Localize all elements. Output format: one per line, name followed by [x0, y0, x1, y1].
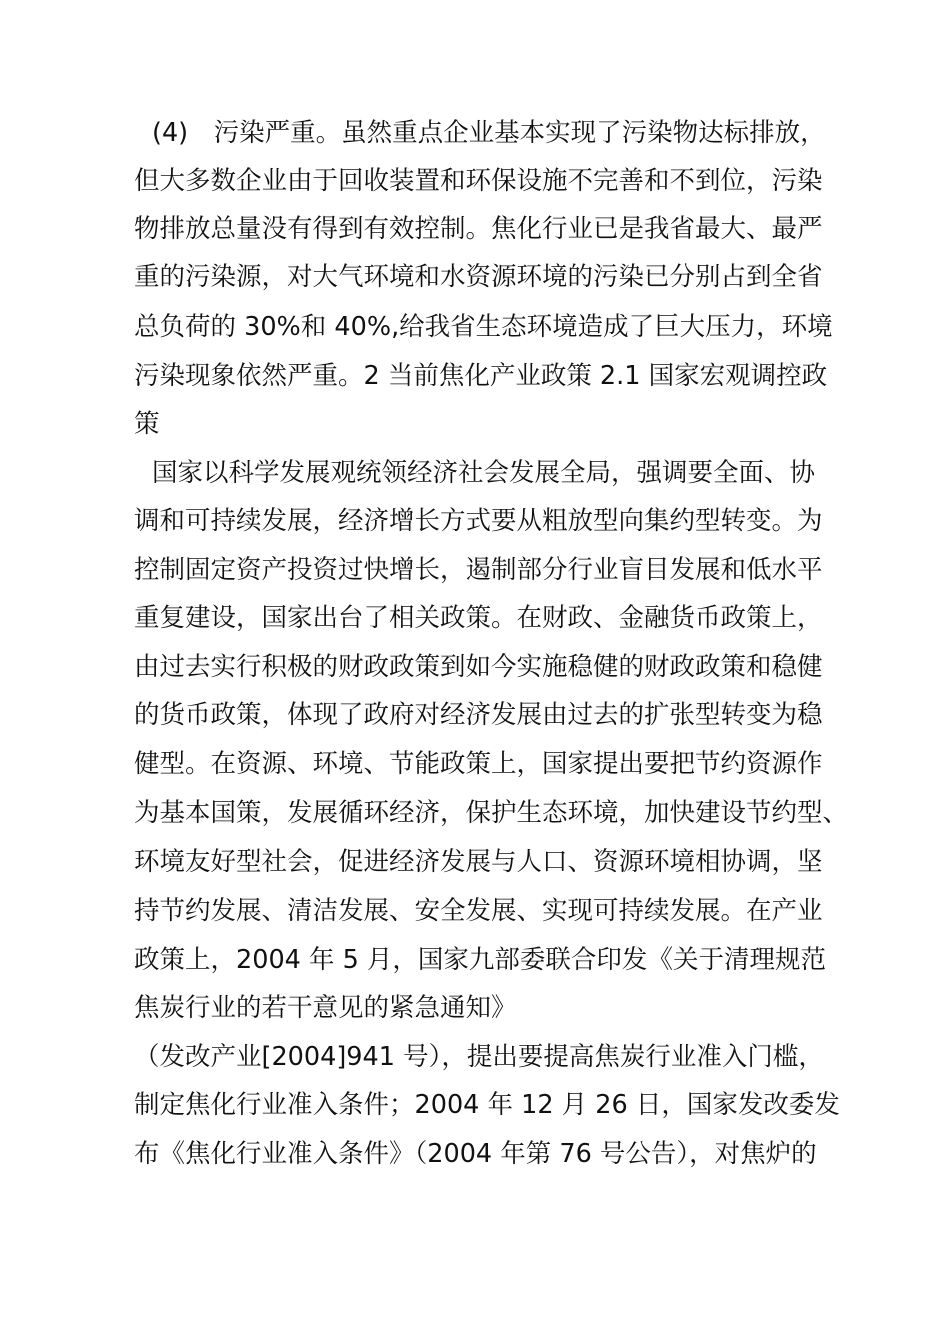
text-line: 但大多数企业由于回收装置和环保设施不完善和不到位，污染 — [134, 166, 823, 196]
text-line: 调和可持续发展，经济增长方式要从粗放型向集约型转变。为 — [134, 506, 823, 536]
text-line: 策 — [134, 409, 160, 439]
text-line: 的货币政策，体现了政府对经济发展由过去的扩张型转变为稳 — [134, 700, 823, 730]
text-line: (4) 污染严重。虽然重点企业基本实现了污染物达标排放， — [152, 118, 826, 148]
text-line: 国家以科学发展观统领经济社会发展全局，强调要全面、协 — [152, 458, 816, 488]
text-line: 物排放总量没有得到有效控制。焦化行业已是我省最大、最严 — [134, 214, 823, 244]
text-line: 重的污染源，对大气环境和水资源环境的污染已分别占到全省 — [134, 262, 823, 292]
text-line: 控制固定资产投资过快增长，遏制部分行业盲目发展和低水平 — [134, 555, 823, 585]
text-line: 为基本国策，发展循环经济，保护生态环境，加快建设节约型、 — [134, 798, 849, 828]
text-line: 政策上，2004 年 5 月，国家九部委联合印发《关于清理规范 — [134, 945, 826, 975]
text-line: 健型。在资源、环境、节能政策上，国家提出要把节约资源作 — [134, 749, 823, 779]
text-line: 重复建设，国家出台了相关政策。在财政、金融货币政策上， — [134, 603, 823, 633]
text-line: 布《焦化行业准入条件》（2004 年第 76 号公告），对焦炉的 — [134, 1139, 817, 1169]
text-line: 污染现象依然严重。2 当前焦化产业政策 2.1 国家宏观调控政 — [134, 361, 828, 391]
text-line: 环境友好型社会，促进经济发展与人口、资源环境相协调，坚 — [134, 847, 823, 877]
text-line: 制定焦化行业准入条件；2004 年 12 月 26 日，国家发改委发 — [134, 1090, 840, 1120]
text-line: （发改产业[2004]941 号），提出要提高焦炭行业准入门槛， — [134, 1042, 824, 1072]
text-line: 持节约发展、清洁发展、安全发展、实现可持续发展。在产业 — [134, 896, 823, 926]
text-line: 焦炭行业的若干意见的紧急通知》 — [134, 993, 517, 1023]
text-line: 总负荷的 30%和 40%,给我省生态环境造成了巨大压力，环境 — [134, 312, 833, 342]
text-line: 由过去实行积极的财政政策到如今实施稳健的财政政策和稳健 — [134, 652, 823, 682]
